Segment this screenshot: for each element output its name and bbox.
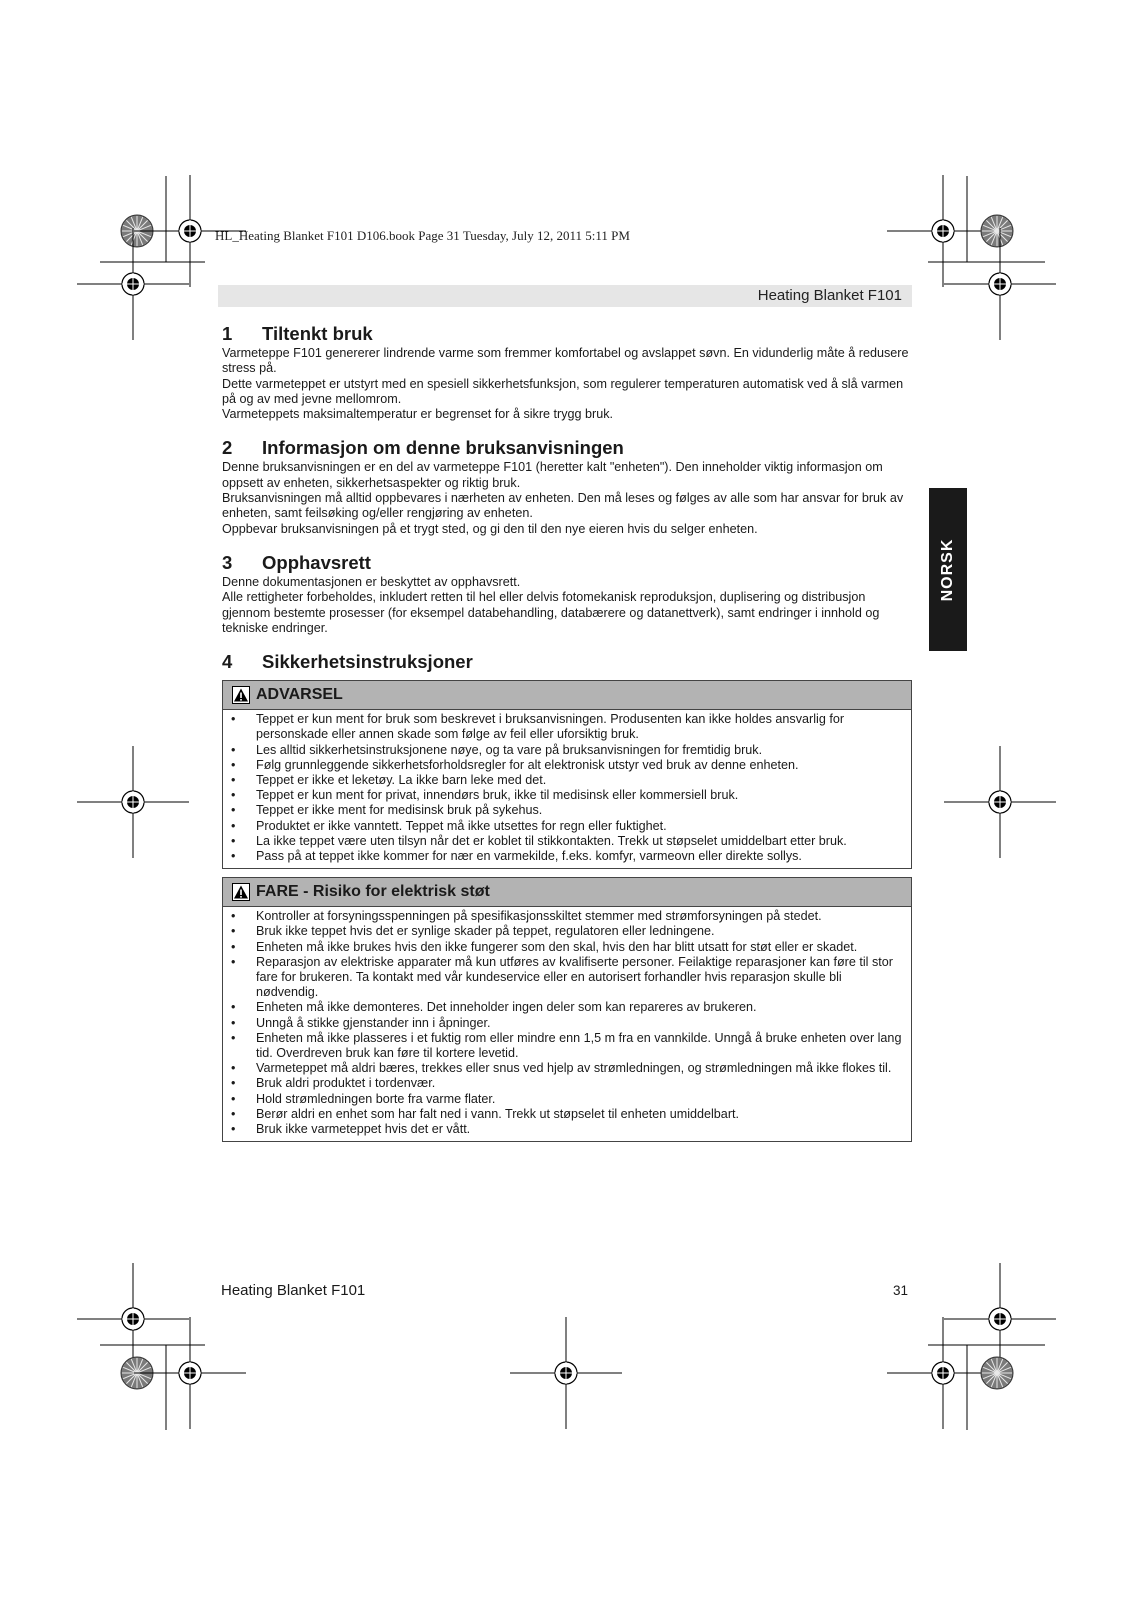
list-item bbox=[231, 1076, 905, 1091]
paragraph: Bruksanvisningen må alltid oppbevares i nærheten av enheten. Den må leses og følges av alle som har ansvar for bruk av enheten, samt feilsøking og/eller rengjøring av enheten. bbox=[222, 491, 904, 521]
list-item bbox=[231, 940, 905, 955]
section-title: Sikkerhetsinstruksjoner bbox=[262, 651, 473, 673]
list-item-text: Enheten må ikke brukes hvis den ikke fungerer som den skal, hvis den har blitt utsatt for støt eller er skadet. bbox=[256, 939, 858, 954]
list-item bbox=[231, 773, 905, 788]
section-title: Informasjon om denne bruksanvisningen bbox=[262, 437, 624, 459]
list-item-text: Pass på at teppet ikke kommer for nær en varmekilde, f.eks. komfyr, varmeovn eller direkte sollys. bbox=[256, 848, 802, 863]
bullet: • bbox=[231, 818, 236, 833]
warning-box-header bbox=[223, 681, 911, 710]
section-copyright bbox=[222, 551, 912, 636]
section-heading bbox=[222, 322, 912, 346]
section-number: 1 bbox=[222, 323, 233, 344]
page-number: 31 bbox=[893, 1283, 909, 1298]
section-number: 2 bbox=[222, 437, 233, 459]
bullet: • bbox=[231, 788, 236, 803]
list-item-text: La ikke teppet være uten tilsyn når det er koblet til stikkontakten. Trekk ut støpselet umiddelbart etter bruk. bbox=[256, 833, 847, 848]
bullet: • bbox=[231, 954, 236, 969]
bullet: • bbox=[231, 1106, 236, 1121]
list-item-text: Produktet er ikke vanntett. Teppet må ikke utsettes for regn eller fuktighet. bbox=[256, 818, 667, 833]
list-item bbox=[231, 924, 905, 939]
list-item bbox=[231, 743, 905, 758]
bullet: • bbox=[231, 833, 236, 848]
running-header bbox=[218, 285, 912, 307]
language-tab bbox=[929, 488, 967, 651]
bullet: • bbox=[231, 803, 236, 818]
warning-box-title: ADVARSEL bbox=[256, 686, 343, 704]
list-item-text: Berør aldri en enhet som har falt ned i vann. Trekk ut støpselet til enheten umiddelbart. bbox=[256, 1106, 740, 1121]
main-content bbox=[222, 322, 912, 1142]
section-number: 4 bbox=[222, 651, 233, 673]
list-item-text: Teppet er kun ment for privat, innendørs bruk, ikke til medisinsk eller kommersiell bruk. bbox=[256, 788, 739, 803]
list-item bbox=[231, 1122, 905, 1137]
danger-box bbox=[222, 877, 912, 1142]
list-item bbox=[231, 1107, 905, 1122]
bullet: • bbox=[231, 1061, 236, 1076]
section-title: Tiltenkt bruk bbox=[262, 323, 373, 344]
paragraph: Dette varmeteppet er utstyrt med en spesiell sikkerhetsfunksjon, som regulerer temperaturen automatisk ved å slå varmen på og av med jevne mellomrom. bbox=[222, 376, 904, 406]
bullet: • bbox=[231, 757, 236, 772]
bullet: • bbox=[231, 1122, 236, 1137]
list-item bbox=[231, 909, 905, 924]
list-item bbox=[231, 1061, 905, 1076]
bullet: • bbox=[231, 909, 236, 924]
list-item-text: Les alltid sikkerhetsinstruksjonene nøye, og ta vare på bruksanvisningen for fremtidig bruk. bbox=[256, 742, 763, 757]
section-manual-info bbox=[222, 436, 912, 536]
list-item bbox=[231, 955, 905, 1001]
paragraph: Varmeteppe F101 genererer lindrende varme som fremmer komfortabel og avslappet søvn. En vidunderlig måte å redusere stress på. bbox=[222, 346, 909, 376]
language-tab-label: NORSK bbox=[939, 538, 956, 601]
danger-box-header bbox=[223, 878, 911, 907]
list-item-text: Følg grunnleggende sikkerhetsforholdsregler for alt elektronisk utstyr ved bruk av denne enheten. bbox=[256, 757, 799, 772]
section-safety bbox=[222, 650, 912, 1142]
section-title: Opphavsrett bbox=[262, 551, 371, 573]
bullet: • bbox=[231, 712, 236, 727]
list-item bbox=[231, 849, 905, 864]
paragraph: Varmeteppets maksimaltemperatur er begrenset for å sikre trygg bruk. bbox=[222, 407, 614, 422]
list-item bbox=[231, 1092, 905, 1107]
list-item bbox=[231, 712, 905, 742]
bullet: • bbox=[231, 939, 236, 954]
list-item bbox=[231, 788, 905, 803]
header-title: Heating Blanket F101 bbox=[757, 287, 902, 304]
bullet: • bbox=[231, 772, 236, 787]
warning-triangle-icon bbox=[232, 883, 250, 901]
list-item-text: Bruk ikke teppet hvis det er synlige skader på teppet, regulatoren eller ledningene. bbox=[256, 924, 715, 939]
footer-title: Heating Blanket F101 bbox=[221, 1282, 366, 1299]
section-heading bbox=[222, 436, 912, 460]
warning-box bbox=[222, 680, 912, 869]
bullet: • bbox=[231, 1091, 236, 1106]
section-number: 3 bbox=[222, 551, 233, 573]
bullet: • bbox=[231, 1000, 236, 1015]
section-heading bbox=[222, 551, 912, 575]
list-item-text: Unngå å stikke gjenstander inn i åpninger. bbox=[256, 1015, 491, 1030]
section-intended-use bbox=[222, 322, 912, 422]
list-item bbox=[231, 758, 905, 773]
list-item-text: Reparasjon av elektriske apparater må kun utføres av kvalifiserte personer. Feilaktige reparasjoner kan føre til stor fare for brukeren. Ta kontakt med vår kundeservice eller en autorisert forhandler hvis reparasjon skulle bli nødvendig. bbox=[256, 954, 893, 1000]
list-item bbox=[231, 1016, 905, 1031]
section-heading bbox=[222, 650, 912, 674]
warning-triangle-icon bbox=[232, 686, 250, 704]
print-info-line: HL_Heating Blanket F101 D106.book Page 31 Tuesday, July 12, 2011 5:11 PM bbox=[215, 228, 630, 243]
bullet: • bbox=[231, 1076, 236, 1091]
bullet: • bbox=[231, 742, 236, 757]
bullet: • bbox=[231, 1015, 236, 1030]
danger-box-title: FARE - Risiko for elektrisk støt bbox=[256, 883, 490, 901]
list-item-text: Kontroller at forsyningsspenningen på spesifikasjonsskiltet stemmer med strømforsyningen på stedet. bbox=[256, 909, 822, 924]
list-item-text: Teppet er ikke ment for medisinsk bruk på sykehus. bbox=[256, 803, 543, 818]
list-item bbox=[231, 1031, 905, 1061]
list-item-text: Bruk ikke varmeteppet hvis det er vått. bbox=[256, 1122, 471, 1137]
list-item-text: Teppet er ikke et leketøy. La ikke barn leke med det. bbox=[256, 772, 547, 787]
bullet: • bbox=[231, 848, 236, 863]
paragraph: Oppbevar bruksanvisningen på et trygt sted, og gi den til den nye eieren hvis du selger enheten. bbox=[222, 521, 758, 536]
bullet: • bbox=[231, 1030, 236, 1045]
list-item bbox=[231, 834, 905, 849]
list-item-text: Bruk aldri produktet i tordenvær. bbox=[256, 1076, 436, 1091]
list-item-text: Enheten må ikke demonteres. Det inneholder ingen deler som kan repareres av brukeren. bbox=[256, 1000, 757, 1015]
list-item bbox=[231, 803, 905, 818]
warning-list bbox=[223, 710, 911, 868]
list-item-text: Varmeteppet må aldri bæres, trekkes eller snus ved hjelp av strømledningen, og strømledningen må ikke flokes til. bbox=[256, 1061, 892, 1076]
list-item-text: Teppet er kun ment for bruk som beskrevet i bruksanvisningen. Produsenten kan ikke holdes ansvarlig for personskade eller annen skade som følge av feil eller uforsiktig bruk. bbox=[256, 712, 845, 742]
paragraph: Alle rettigheter forbeholdes, inkludert retten til hel eller delvis fotomekanisk reproduksjon, duplisering og distribusjon gjennom bestemte prosesser (for eksempel databehandling, databærere og datanettverk), samt endringer i innhold og tekniske endringer. bbox=[222, 590, 880, 635]
paragraph: Denne bruksanvisningen er en del av varmeteppe F101 (heretter kalt "enheten"). Den inneholder viktig informasjon om oppsett av enheten, sikkerhetsaspekter og riktig bruk. bbox=[222, 460, 883, 490]
list-item-text: Enheten må ikke plasseres i et fuktig rom eller mindre enn 1,5 m fra en vannkilde. Unngå å bruke enheten over lang tid. Overdreven bruk kan føre til kortere levetid. bbox=[256, 1030, 902, 1061]
paragraph: Denne dokumentasjonen er beskyttet av opphavsrett. bbox=[222, 574, 521, 589]
list-item-text: Hold strømledningen borte fra varme flater. bbox=[256, 1091, 496, 1106]
danger-list bbox=[223, 907, 911, 1141]
list-item bbox=[231, 1000, 905, 1015]
list-item bbox=[231, 819, 905, 834]
bullet: • bbox=[231, 924, 236, 939]
